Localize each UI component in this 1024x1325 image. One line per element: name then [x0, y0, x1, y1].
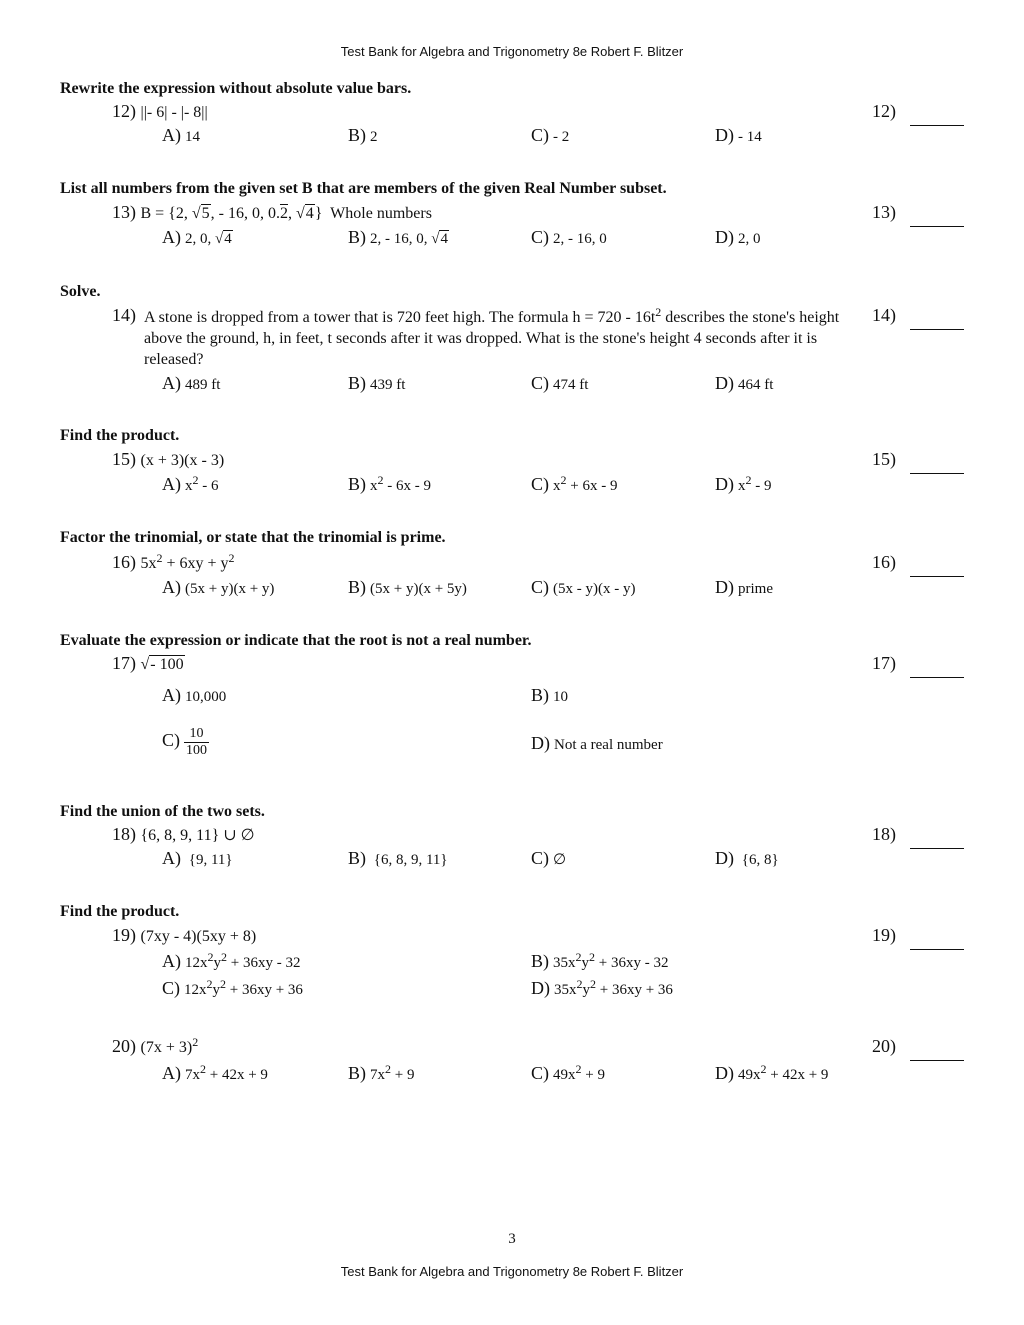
- option-c-12: [531, 125, 569, 146]
- fraction: $\frac{10}{100}$: [186, 726, 207, 758]
- answer-number-20: 20): [872, 1036, 896, 1056]
- question-20: 20) $(7x + 3)^2$: [112, 1035, 199, 1056]
- question-16: 16) $5x^2 + 6xy + y^2$: [112, 551, 235, 572]
- option-a-19: A) $12x^2y^2 + 36xy - 32$: [162, 950, 301, 971]
- option-b-13: B) 2, - 16, 0, √4: [348, 227, 448, 247]
- question-13: [112, 202, 432, 223]
- question-expression: B = {2, √5, - 16, 0, 0.2, √4} Whole numbers: [140, 205, 432, 222]
- option-d-17: D) Not a real number: [531, 733, 663, 753]
- option-d-12: [715, 125, 762, 146]
- option-a-15: A) $x^2 - 6$: [162, 473, 219, 494]
- question-number: 13): [112, 202, 136, 222]
- option-b-12: [348, 125, 378, 146]
- answer-blank-15[interactable]: [910, 473, 964, 474]
- answer-blank-19[interactable]: [910, 949, 964, 950]
- sqrt-symbol: √4: [295, 205, 314, 222]
- question-14-text: A stone is dropped from a tower that is 720 feet high. The formula $h = 720 - 16t^2$ describes the stone's height above the ground, h, in feet, t seconds after it was dropped. What is the stone's height 4 seconds after it is released?: [144, 305, 840, 368]
- section-heading-15: Find the product.: [60, 427, 180, 444]
- answer-blank-20[interactable]: [910, 1060, 964, 1061]
- question-number: 12): [112, 101, 136, 121]
- section-heading-12: Rewrite the expression without absolute value bars.: [60, 80, 412, 97]
- sqrt-symbol: √5: [191, 205, 210, 222]
- option-text: - 14: [738, 129, 762, 145]
- answer-number-19: 19): [872, 925, 896, 945]
- answer-number-14: 14): [872, 305, 896, 325]
- section-heading-16: Factor the trinomial, or state that the trinomial is prime.: [60, 529, 446, 546]
- option-c-18: C) ∅: [531, 848, 567, 868]
- option-d-13: D) 2, 0: [715, 227, 761, 247]
- option-text: 14: [185, 129, 200, 145]
- subset-name: Whole numbers: [330, 205, 432, 222]
- sqrt-symbol: √4: [431, 231, 448, 247]
- option-c-17: C) $\frac{10}{100}$: [162, 726, 207, 758]
- page-header: Test Bank for Algebra and Trigonometry 8e Robert F. Blitzer: [340, 44, 684, 59]
- option-b-18: B) {6, 8, 9, 11}: [348, 848, 448, 868]
- option-a-20: A) $7x^2 + 42x + 9$: [162, 1062, 268, 1083]
- option-d-16: D) prime: [715, 577, 773, 597]
- question-12: [112, 101, 208, 122]
- page-footer: Test Bank for Algebra and Trigonometry 8e Robert F. Blitzer: [340, 1264, 684, 1279]
- option-letter: D): [715, 125, 734, 145]
- section-heading-19: Find the product.: [60, 903, 180, 920]
- question-expression: ||- 6| - |- 8||: [140, 104, 208, 121]
- option-b-19: B) $35x^2y^2 + 36xy - 32$: [531, 950, 669, 971]
- option-d-14: D) 464 ft: [715, 373, 774, 393]
- question-18: 18) {6, 8, 9, 11} ∪ ∅: [112, 824, 255, 844]
- answer-number-18: 18): [872, 824, 896, 844]
- option-d-19: D) $35x^2y^2 + 36xy + 36$: [531, 977, 673, 998]
- answer-number-16: 16): [872, 552, 896, 572]
- option-d-18: D) {6, 8}: [715, 848, 779, 868]
- option-a-18: A) {9, 11}: [162, 848, 233, 868]
- option-text: - 2: [553, 129, 570, 145]
- sqrt-symbol: √- 100: [140, 656, 184, 673]
- page-number: 3: [508, 1231, 516, 1247]
- option-c-15: C) $x^2 + 6x - 9$: [531, 473, 618, 494]
- option-d-20: D) $49x^2 + 42x + 9$: [715, 1062, 829, 1083]
- option-c-19: C) $12x^2y^2 + 36xy + 36$: [162, 977, 303, 998]
- option-c-14: C) 474 ft: [531, 373, 589, 393]
- option-b-14: B) 439 ft: [348, 373, 406, 393]
- question-15: 15) (x + 3)(x - 3): [112, 449, 225, 469]
- answer-number-17: 17): [872, 653, 896, 673]
- option-c-13: C) 2, - 16, 0: [531, 227, 607, 247]
- answer-blank-16[interactable]: [910, 576, 964, 577]
- option-d-15: D) $x^2 - 9$: [715, 473, 772, 494]
- option-text: 2: [370, 129, 378, 145]
- section-heading-14: Solve.: [60, 283, 101, 300]
- answer-blank-13[interactable]: [910, 226, 964, 227]
- question-17: 17) √- 100: [112, 653, 184, 673]
- option-c-20: C) $49x^2 + 9$: [531, 1062, 605, 1083]
- option-c-16: C) (5x - y)(x - y): [531, 577, 636, 597]
- answer-blank-18[interactable]: [910, 848, 964, 849]
- option-letter: C): [531, 125, 549, 145]
- option-a-12: [162, 125, 200, 146]
- section-heading-13: List all numbers from the given set B that are members of the given Real Number subset.: [60, 180, 667, 197]
- answer-number-13: 13): [872, 202, 896, 222]
- repeating-decimal: 2: [279, 205, 288, 222]
- question-number-14: 14): [112, 305, 136, 325]
- answer-blank-12[interactable]: [910, 125, 964, 126]
- option-a-16: A) (5x + y)(x + y): [162, 577, 275, 597]
- answer-blank-14[interactable]: [910, 329, 964, 330]
- option-a-17: A) 10,000: [162, 685, 227, 705]
- section-heading-17: Evaluate the expression or indicate that the root is not a real number.: [60, 632, 532, 649]
- option-letter: A): [162, 125, 181, 145]
- option-b-15: B) $x^2 - 6x - 9$: [348, 473, 431, 494]
- answer-number-12: 12): [872, 101, 896, 121]
- sqrt-symbol: √4: [215, 231, 232, 247]
- option-a-13: A) 2, 0, √4: [162, 227, 232, 247]
- question-19: 19) (7xy - 4)(5xy + 8): [112, 925, 257, 945]
- option-b-20: B) $7x^2 + 9$: [348, 1062, 415, 1083]
- section-heading-18: Find the union of the two sets.: [60, 803, 265, 820]
- answer-blank-17[interactable]: [910, 677, 964, 678]
- option-letter: B): [348, 125, 366, 145]
- option-b-17: B) 10: [531, 685, 568, 705]
- option-b-16: B) (5x + y)(x + 5y): [348, 577, 467, 597]
- option-a-14: A) 489 ft: [162, 373, 221, 393]
- answer-number-15: 15): [872, 449, 896, 469]
